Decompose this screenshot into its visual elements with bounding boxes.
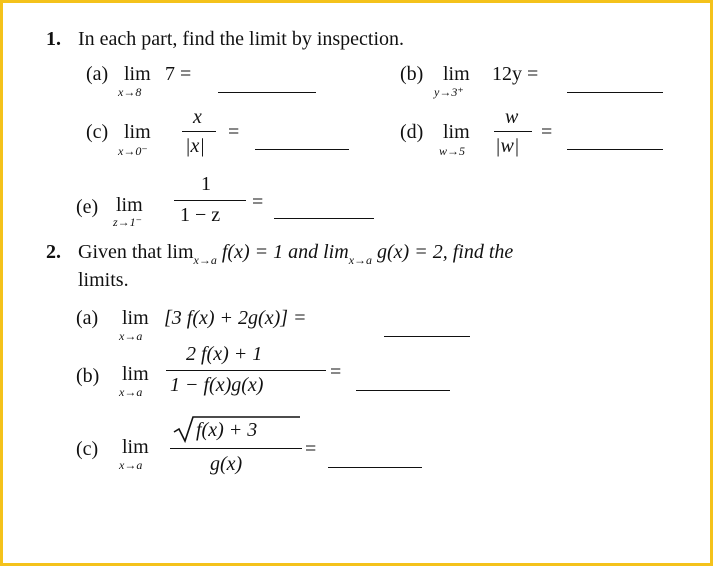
q1b-subscript: y→3⁺ [434, 85, 464, 99]
q2-subscript-1: x→a [193, 253, 217, 267]
q1b-expression: 12y = [492, 63, 539, 85]
q2c-fraction-bar [170, 448, 302, 449]
q2b-lim: lim [122, 363, 149, 385]
q2b-answer-blank[interactable] [356, 378, 450, 396]
q1e-subscript: z→1⁻ [113, 215, 143, 229]
q2a-subscript: x→a [119, 329, 143, 343]
question-1-prompt: In each part, find the limit by inspection. [78, 28, 405, 50]
q2c-subscript: x→a [119, 458, 143, 472]
question-2-number: 2. [46, 241, 61, 263]
q1b-lim: lim [443, 63, 470, 85]
q2a-lim: lim [122, 307, 149, 329]
q2-subscript-2: x→a [348, 253, 373, 267]
q2a-answer-blank[interactable] [384, 324, 470, 342]
q2b-label: (b) [76, 365, 100, 387]
q1e-denominator: 1 − z [180, 204, 221, 226]
q2c-lim: lim [122, 436, 149, 458]
q1b-answer-blank[interactable] [567, 80, 663, 98]
q2-prompt-start: Given that lim [78, 241, 194, 263]
q2a-label: (a) [76, 307, 99, 329]
q2b-denominator: 1 − f(x)g(x) [170, 374, 264, 396]
q1c-equals: = [228, 121, 240, 143]
q1b-label: (b) [400, 63, 424, 85]
q1c-fraction-bar [182, 131, 216, 132]
q2c-denominator: g(x) [210, 453, 243, 475]
q2-g-part: g(x) = 2, find the [377, 241, 514, 263]
q2b-numerator: 2 f(x) + 1 [186, 343, 263, 365]
q1d-denominator: |w| [495, 135, 520, 157]
question-2-prompt [78, 240, 514, 267]
q2a-expression: [3 f(x) + 2g(x)] = [164, 307, 307, 329]
q1d-subscript: w→5 [439, 144, 466, 158]
question-2-prompt-line2: limits. [78, 269, 129, 291]
q1e-fraction-bar [174, 200, 246, 201]
q1c-answer-blank[interactable] [255, 137, 349, 155]
q1e-lim: lim [116, 194, 143, 216]
q2c-numerator: f(x) + 3 [196, 419, 258, 441]
q1e-numerator: 1 [201, 173, 211, 195]
question-1-number: 1. [46, 28, 61, 50]
q1a-expression: 7 = [165, 63, 192, 85]
q1a-lim: lim [124, 63, 151, 85]
q2-f-part: f(x) = 1 and lim [221, 241, 349, 263]
q1d-label: (d) [400, 121, 424, 143]
q1d-numerator: w [505, 106, 519, 128]
q1d-answer-blank[interactable] [567, 137, 663, 155]
q2b-fraction-bar [166, 370, 326, 371]
q2c-answer-blank[interactable] [328, 455, 422, 473]
q1c-denominator: |x| [185, 135, 205, 157]
q1a-label: (a) [86, 63, 109, 85]
q1c-subscript: x→0⁻ [118, 144, 148, 158]
q1c-label: (c) [86, 121, 109, 143]
q1d-lim: lim [443, 121, 470, 143]
q1d-equals: = [541, 121, 553, 143]
q1c-lim: lim [124, 121, 151, 143]
q2b-subscript: x→a [119, 385, 143, 399]
q1e-answer-blank[interactable] [274, 206, 374, 224]
q1a-subscript: x→8 [118, 85, 142, 99]
q2c-label: (c) [76, 438, 99, 460]
q2b-equals: = [330, 361, 342, 383]
q1d-fraction-bar [494, 131, 532, 132]
q1e-label: (e) [76, 196, 99, 218]
q2c-equals: = [305, 438, 317, 460]
q1a-answer-blank[interactable] [218, 80, 316, 98]
q1c-numerator: x [193, 106, 202, 128]
q1e-equals: = [252, 191, 264, 213]
